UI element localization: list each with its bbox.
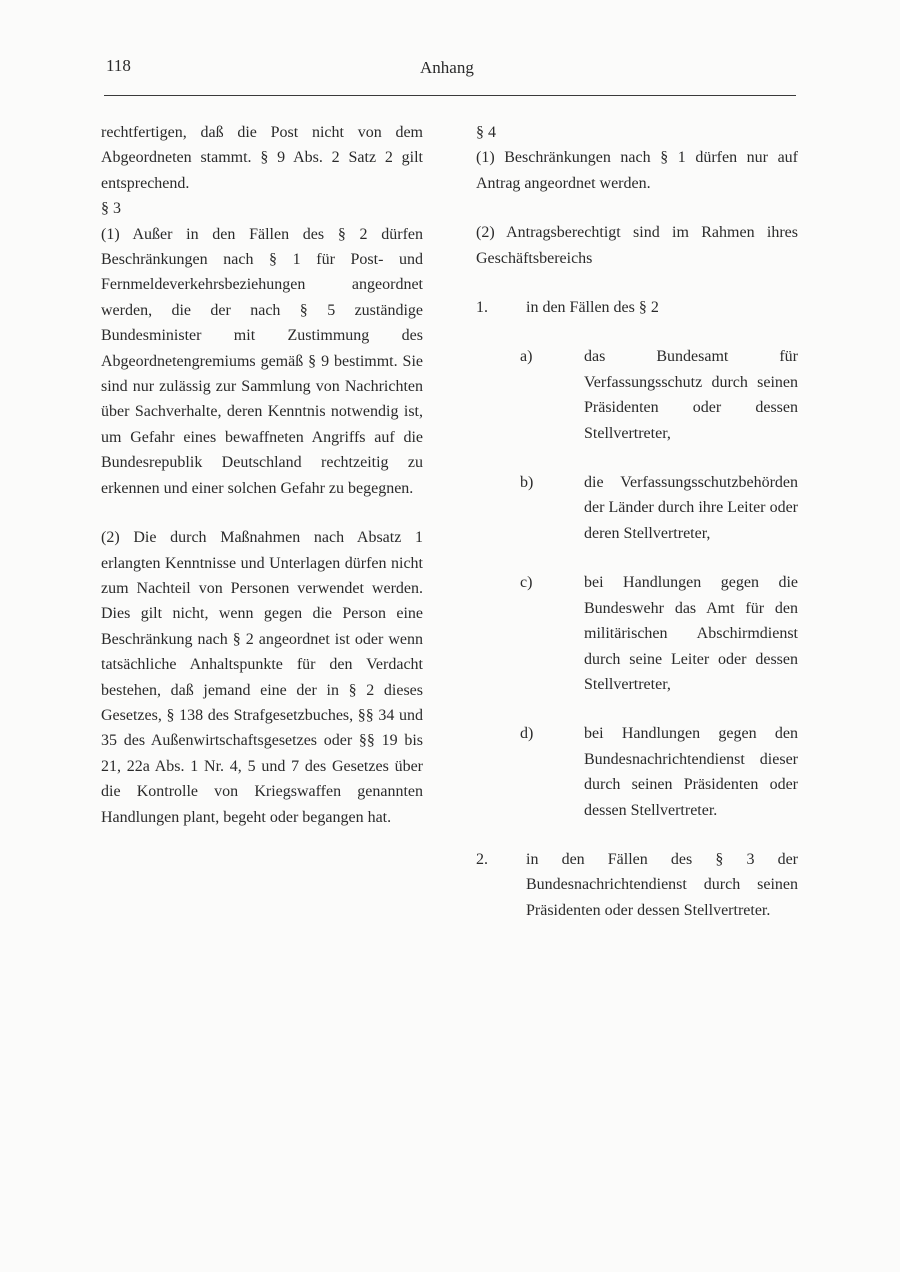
section-3-paragraph-1: (1) Außer in den Fällen des § 2 dürfen Beschränkungen nach § 1 für Post- und Fernmeldeverkehrsbeziehungen angeordnet werden, die der nach § 5 zuständige Bundesminister mit Zustimmung des Abgeordnetengremiums gemäß § 9 bestimmt. Sie sind nur zulässig zur Sammlung von Nachrichten über Sachverhalte, deren Kenntnis notwendig ist, um Gefahr eines bewaffneten Angriffs auf die Bundesrepublik Deutschland rechtzeitig zu erkennen und einer solchen Gefahr zu begegnen.	[101, 225, 423, 497]
left-column	[101, 120, 423, 830]
sub-item-marker: b)	[520, 474, 534, 492]
section-3-paragraph-2: (2) Die durch Maßnahmen nach Absatz 1 erlangten Kenntnisse und Unterlagen dürfen nicht zum Nachteil von Personen verwendet werden. Dies gilt nicht, wenn gegen die Person eine Beschränkung nach § 2 angeordnet ist oder wenn tatsächliche Anhaltspunkte für den Verdacht bestehen, daß jemand eine der in § 2 dieses Gesetzes, § 138 des Strafgesetzbuches, §§ 34 und 35 des Außenwirtschaftsgesetzes oder §§ 19 bis 21, 22a Abs. 1 Nr. 4, 5 und 7 des Gesetzes über die Kontrolle von Kriegswaffen genannten Handlungen plant, begeht oder begangen hat.	[101, 529, 423, 826]
list-marker: 2.	[476, 850, 488, 868]
list-item-text: in den Fällen des § 3 der Bundesnachrichtendienst durch seinen Präsidenten oder dessen Stellvertreter.	[526, 850, 798, 919]
list-item-text: in den Fällen des § 2	[526, 299, 659, 317]
sub-item-marker: d)	[520, 725, 534, 743]
list-item-1	[476, 295, 798, 320]
running-head: Anhang	[420, 58, 474, 77]
sub-item-text: bei Handlungen gegen die Bundeswehr das Amt für den militärischen Abschirmdienst durch seine Leiter oder dessen Stellvertreter,	[584, 574, 798, 693]
section-3-heading: § 3	[101, 200, 121, 218]
sub-item-a	[476, 344, 798, 446]
continuation-paragraph: rechtfertigen, daß die Post nicht von dem Abgeordneten stammt. § 9 Abs. 2 Satz 2 gilt entsprechend.	[101, 124, 423, 192]
sub-item-d	[476, 721, 798, 823]
list-item-2	[476, 847, 798, 923]
sub-item-c	[476, 570, 798, 697]
sub-item-b	[476, 470, 798, 546]
sub-item-text: die Verfassungsschutzbehörden der Länder durch ihre Leiter oder deren Stellvertreter,	[584, 474, 798, 542]
sub-item-marker: a)	[520, 348, 533, 366]
sub-item-marker: c)	[520, 574, 533, 592]
right-column	[476, 120, 798, 923]
sub-item-text: das Bundesamt für Verfassungsschutz durch seinen Präsidenten oder dessen Stellvertreter,	[584, 348, 798, 442]
section-4-paragraph-2: (2) Antragsberechtigt sind im Rahmen ihres Geschäftsbereichs	[476, 224, 798, 267]
sub-item-text: bei Handlungen gegen den Bundesnachrichtendienst dieser durch seinen Präsidenten oder dessen Stellvertreter.	[584, 725, 798, 819]
section-4-paragraph-1: (1) Beschränkungen nach § 1 dürfen nur auf Antrag angeordnet werden.	[476, 149, 798, 192]
header-rule	[104, 95, 796, 96]
list-marker: 1.	[476, 299, 488, 317]
page-number: 118	[106, 56, 131, 75]
section-4-heading: § 4	[476, 124, 496, 141]
